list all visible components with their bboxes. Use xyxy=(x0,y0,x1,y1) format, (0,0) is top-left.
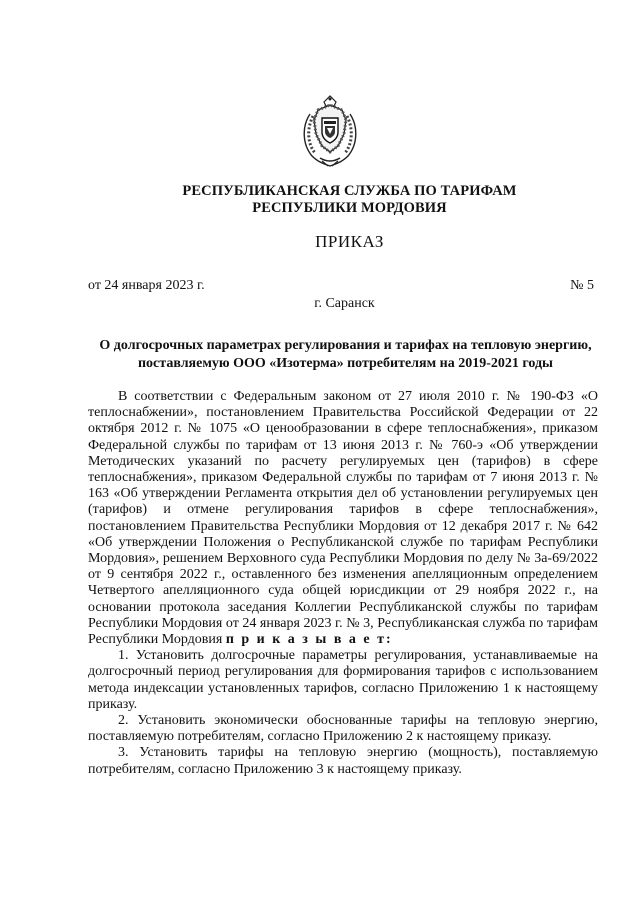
coat-of-arms-emblem xyxy=(298,94,362,170)
order-item-2: 2. Установить экономически обоснованные тарифы на тепловую энергию, поставляемую потребителям, согласно Приложению 2 к настоящему приказу. xyxy=(88,713,598,745)
document-type: ПРИКАЗ xyxy=(315,232,384,251)
preamble-paragraph xyxy=(88,389,598,648)
organization-title xyxy=(0,183,639,217)
preamble-text: В соответствии с Федеральным законом от 27 июля 2010 г. № 190-ФЗ «О теплоснабжении», постановлением Правительства Российской Федерации от 22 октября 2012 г. № 1075 «О ценообразовании в сфере теплоснабжения», приказом Федеральной службы по тарифам от 13 июня 2013 г. № 760-э «Об утверждении Методических указаний по расчету регулируемых цен (тарифов) в сфере теплоснабжения», приказом Федеральной службы по тарифам от 7 июня 2013 г. № 163 «Об утверждении Регламента открытия дел об установлении регулируемых цен (тарифов) и отмене регулирования тарифов в сфере теплоснабжения», постановлением Правительства Республики Мордовия от 12 декабря 2017 г. № 642 «Об утверждении Положения о Республиканской службе по тарифам Республики Мордовия», решением Верховного суда Республики Мордовия по делу № 3а-69/2022 от 9 сентября 2022 г., оставленного без изменения апелляционным определением Четвертого апелляционного суда общей юрисдикции от 29 ноября 2022 г., на основании протокола заседания Коллегии Республиканской службы по тарифам Республики Мордовия от 24 января 2023 г. № 3, Республиканская служба по тарифам Республики Мордовия xyxy=(88,389,598,648)
decree-word: п р и к а з ы в а е т: xyxy=(225,632,393,648)
order-title: О долгосрочных параметрах регулирования и тарифах на тепловую энергию, поставляемую ООО «Изотерма» потребителям на 2019-2021 годы xyxy=(99,338,592,371)
order-number: № 5 xyxy=(570,278,594,293)
order-city: г. Саранск xyxy=(314,296,375,311)
order-body xyxy=(88,389,598,778)
organization-title-line-2: РЕСПУБЛИКИ МОРДОВИЯ xyxy=(252,200,447,216)
organization-title-line-1: РЕСПУБЛИКАНСКАЯ СЛУЖБА ПО ТАРИФАМ xyxy=(182,183,517,199)
order-date: от 24 января 2023 г. xyxy=(88,278,205,293)
order-item-1: 1. Установить долгосрочные параметры регулирования, устанавливаемые на долгосрочный период регулирования для формирования тарифов с использованием метода индексации установленных тарифов, согласно Приложению 1 к настоящему приказу. xyxy=(88,648,598,712)
order-item-3: 3. Установить тарифы на тепловую энергию (мощность), поставляемую потребителям, согласно Приложению 3 к настоящему приказу. xyxy=(88,745,598,777)
